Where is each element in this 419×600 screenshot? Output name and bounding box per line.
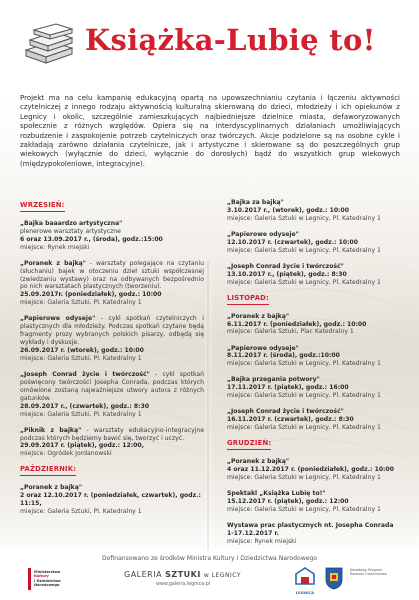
event-item xyxy=(20,371,204,418)
event-name: „Poranek z bajką" xyxy=(227,458,289,466)
ministry-logo-line: Ministerstwo xyxy=(34,570,61,574)
event-date: 17.11.2017 r. (piątek), godz.: 16:00 xyxy=(227,384,349,392)
event-place: miejsce: Galeria Sztuki w Legnicy, Pl. Katedralny 1 xyxy=(227,360,381,368)
gallery-logo-word: w LEGNICY xyxy=(203,572,241,579)
event-place: miejsce: Rynek miejski xyxy=(227,537,297,545)
event-item xyxy=(20,484,204,516)
city-coat-of-arms-icon xyxy=(324,566,344,590)
event-date: 12.10.2017 r. (czwartek), godz.: 10:00 xyxy=(227,238,358,246)
event-name: Spektakl „Książka Lubię to!" xyxy=(227,490,326,498)
event-date: 15.12.2017 r. (piątek), godz.: 12:00 xyxy=(227,497,349,505)
event-place: miejsce: Galeria Sztuki w Legnicy, Pl. Katedralny 1 xyxy=(227,424,381,432)
event-item xyxy=(227,408,405,432)
month-heading-december: GRUDZIEŃ: xyxy=(227,440,271,450)
stack-of-books-icon xyxy=(22,20,76,68)
event-name: „Bajka przegania potwory" xyxy=(227,376,320,384)
event-item xyxy=(20,260,204,307)
event-date: 8.11.2017 r. (środa), godz.:10:00 xyxy=(227,352,340,360)
event-date: 29.09.2017 r. (piątek), godz.: 12:00, xyxy=(20,442,144,450)
gallery-logo xyxy=(124,570,241,579)
intro-paragraph: Projekt ma na celu kampanię edukacyjną opartą na upowszechnianiu czytania i łączeniu aktywności czytelniczej z innego rodzaju aktywnością kulturalną skierowaną do dzieci, młodzieży i ich opiekunów z Legnicy i okolic, szczególnie zamieszkujących najbiedniejsze dzielnice miasta, defaworyzowanych społecznie z różnych względów. Opiera się na interdyscyplinarnych działaniach umożliwiających rozbudzenie i zaspokojenie potrzeb czytelniczych oraz twórczych. Akcje podzielone są na osobne cykle i zakładają zarówno działania czytelnicze, jak i artystyczne i skierowane są do poszczególnych grup wiekowych (wyłącznie do dzieci, wyłącznie do dorosłych) bądź do wszystkich grup wiekowych (międzypokoleniowe, integracyjne). xyxy=(20,94,400,168)
event-description: - cykl spotkań poświęcony twórczości Josepha Conrada, podczas których omówione zostaną najważniejsze utwory autora z różnych gatunków. xyxy=(20,370,204,402)
event-date: 25.09.2017r. (poniedziałek), godz.: 10:00 xyxy=(20,291,162,299)
ministry-logo-line: i Dziedzictwa xyxy=(34,578,61,583)
event-item xyxy=(227,231,405,255)
month-heading-september: WRZESIEŃ: xyxy=(20,202,65,212)
event-date: 2 oraz 12.10.2017 r. (poniedziałek, czwartek), godz.: 11:15, xyxy=(20,492,201,508)
event-name: „Papierowe odyseje" xyxy=(20,315,96,323)
event-date: 1-17.12.2017 r. xyxy=(227,529,279,537)
event-item xyxy=(227,263,405,287)
event-name: „Joseph Conrad życie i twórczość" xyxy=(227,262,344,270)
schedule-left-column xyxy=(20,202,204,524)
event-date: 6 oraz 13.09.2017 r., (środa), godz.:15:00 xyxy=(20,235,163,243)
event-item xyxy=(20,427,204,459)
event-date: 28.09.2017 r., (czwartek), godz.: 8:30 xyxy=(20,402,150,410)
website-link[interactable]: www.galeria.legnica.pl xyxy=(156,582,211,587)
event-date: 3.10.2017 r., (wtorek), godz.: 10:00 xyxy=(227,206,349,214)
event-place: miejsce: Galeria Sztuki w Legnicy, Pl. Katedralny 1 xyxy=(227,214,381,222)
event-description: - warsztaty polegające na czytaniu (słuchaniu) bajek w otoczeniu dzieł sztuki współczesnej (zwiedzaniu wystawy) oraz na odbywanych bezpośrednio po nich warsztatach plastycznych (tworzeniu). xyxy=(20,259,204,291)
event-place: miejsce: Galeria Sztuki, Plac Katedralny 1 xyxy=(227,328,354,336)
event-place: miejsce: Galeria Sztuki w Legnicy, Pl. Katedralny 1 xyxy=(227,505,381,513)
reading-program-line: Narodowy Program xyxy=(350,568,383,572)
reading-program-logo xyxy=(350,568,394,590)
event-name: „Joseph Conrad życie i twórczość" xyxy=(227,408,344,416)
sponsor-logos xyxy=(28,566,398,594)
event-place: miejsce: Galeria Sztuki w Legnicy, Pl. Katedralny 1 xyxy=(227,246,381,254)
event-item xyxy=(227,458,405,482)
month-heading-october: PAŹDZIERNIK: xyxy=(20,466,76,476)
event-name: „Papierowe odyseje" xyxy=(227,344,299,352)
ministry-logo xyxy=(28,568,62,590)
event-place: miejsce: Rynek miejski xyxy=(20,243,90,251)
gallery-logo-word: SZTUKI xyxy=(165,570,201,579)
event-place: miejsce: Ogródek Jordanowski xyxy=(20,450,112,458)
reading-program-line: Rozwoju Czytelnictwa xyxy=(350,572,387,577)
ministry-logo-line: Narodowego xyxy=(34,583,60,588)
gallery-logo-word: GALERIA xyxy=(124,570,163,579)
funding-note: Dofinansowano ze środków Ministra Kultury i Dziedzictwa Narodowego xyxy=(101,555,318,562)
event-place: miejsce: Galeria Sztuki, Pl. Katedralny 1 xyxy=(20,410,142,418)
event-item xyxy=(227,199,405,223)
schedule-right-column xyxy=(227,199,405,554)
legnica-logo xyxy=(292,566,318,595)
event-place: miejsce: Galeria Sztuki w Legnicy, Pl. Katedralny 1 xyxy=(227,473,381,481)
month-heading-november: LISTOPAD: xyxy=(227,295,269,305)
event-place: miejsce: Galeria Sztuki w Legnicy, Pl. Katedralny 1 xyxy=(227,392,381,400)
event-item xyxy=(227,490,405,514)
page-title: Książka-Lubię to! xyxy=(85,23,376,57)
event-description: plenerowe warsztaty artystyczne xyxy=(20,227,121,235)
event-name: „Poranek z bajką" xyxy=(20,259,86,267)
event-place: miejsce: Galeria Sztuki, Pl. Katedralny 1 xyxy=(20,508,142,516)
event-name: „Poranek z bajką" xyxy=(227,312,289,320)
event-date: 6.11.2017 r. (poniedziałek), godz.: 10:00 xyxy=(227,320,367,328)
legnica-logo-icon xyxy=(292,566,318,586)
event-item xyxy=(227,376,405,400)
event-name: Wystawa prac plastycznych nt. Josepha Conrada xyxy=(227,521,394,529)
event-name: „Bajka baaardzo artystyczna" xyxy=(20,219,123,227)
event-description: - warsztaty edukacyjno-integracyjne podczas których będziemy bawić się, tworzyć i uczyć. xyxy=(20,426,204,442)
event-name: „Joseph Conrad życie i twórczość" xyxy=(20,370,150,378)
event-description: - cykl spotkań czytelniczych i plastycznych dla młodzieży. Podczas spotkań czytane będą fragmenty prozy wybranych polskich pisarzy, odbędą się wykłady i dyskusje. xyxy=(20,315,204,347)
event-place: miejsce: Galeria Sztuki, Pl. Katedralny 1 xyxy=(20,299,142,307)
event-item xyxy=(227,345,405,369)
event-date: 26.09.2017 r. (wtorek), godz.: 10:00 xyxy=(20,346,144,354)
event-name: „Papierowe odyseje" xyxy=(227,230,299,238)
event-name: „Bajka za bajką" xyxy=(227,199,284,206)
legnica-logo-label: LEGNICA xyxy=(295,590,315,595)
event-item xyxy=(20,315,204,362)
event-date: 4 oraz 11.12.2017 r. (poniedziałek), godz.: 10:00 xyxy=(227,466,394,474)
event-place: miejsce: Galeria Sztuki, Pl. Katedralny 1 xyxy=(20,354,142,362)
ministry-logo-line: Kultury xyxy=(34,574,49,579)
event-item xyxy=(227,313,405,337)
event-date: 13.10.2017 r., (piątek), godz.: 8:30 xyxy=(227,270,347,278)
event-name: „Piknik z bajką" xyxy=(20,426,82,434)
event-date: 16.11.2017 r. (czwartek), godz.: 8:30 xyxy=(227,416,354,424)
event-name: „Poranek z bajką" xyxy=(20,484,82,492)
event-place: miejsce: Galeria Sztuki w Legnicy, Pl. Katedralny 1 xyxy=(227,278,381,286)
event-item xyxy=(227,522,405,546)
event-item xyxy=(20,220,204,252)
